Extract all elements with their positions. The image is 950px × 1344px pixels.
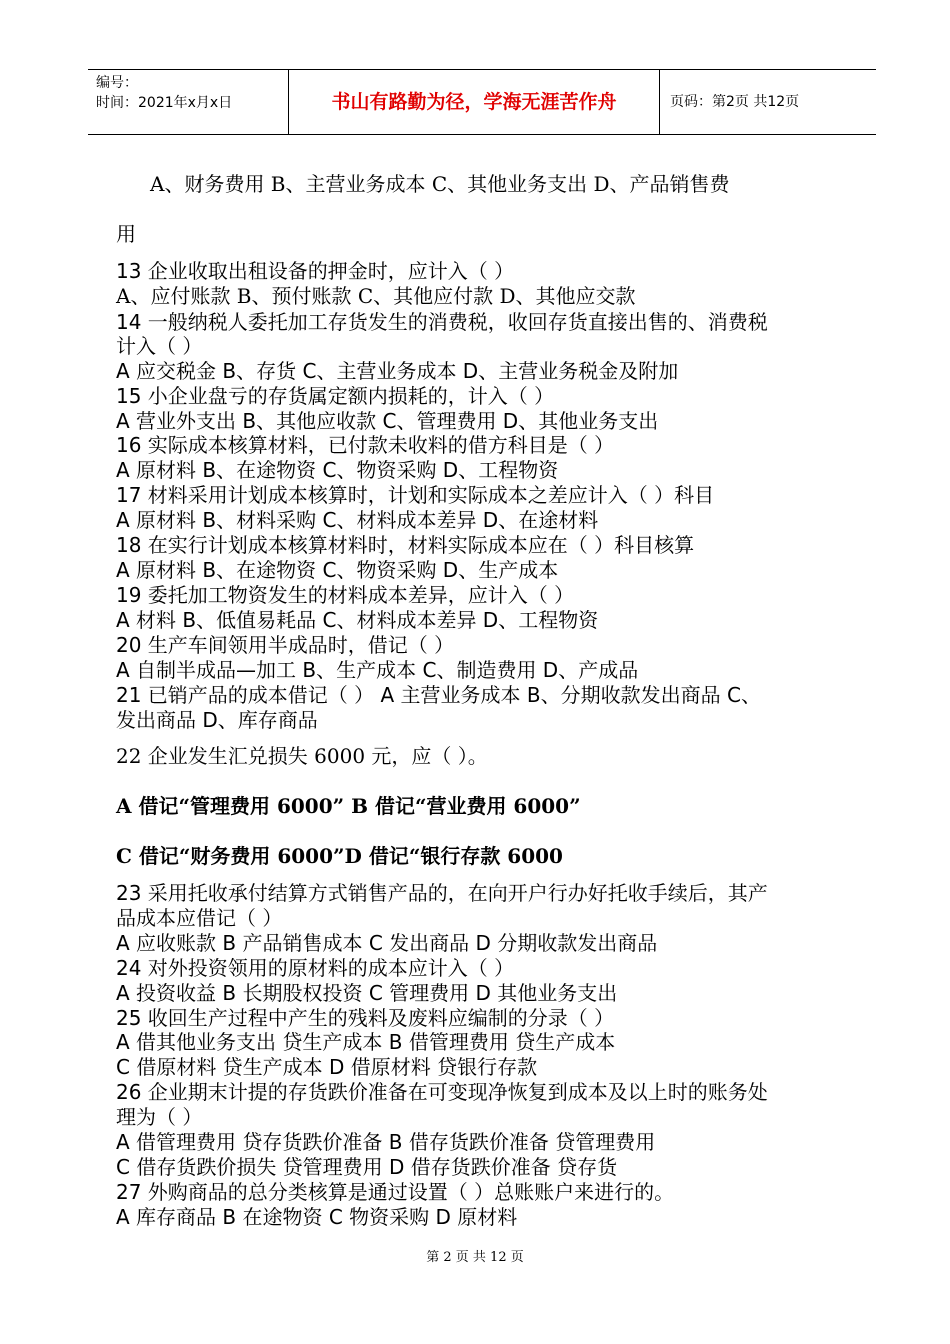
- line-6: A 应交税金 B、存货 C、主营业务成本 D、主营业务税金及附加: [116, 359, 679, 383]
- line-1: 用: [116, 222, 136, 246]
- line-28: A 投资收益 B 长期股权投资 C 管理费用 D 其他业务支出: [116, 981, 618, 1005]
- line-37: A 库存商品 B 在途物资 C 物资采购 D 原材料: [116, 1205, 518, 1229]
- line-31: C 借原材料 贷生产成本 D 借原材料 贷银行存款: [116, 1055, 538, 1079]
- line-23: C 借记“财务费用 6000”D 借记“银行存款 6000: [116, 844, 563, 868]
- line-35: C 借存货跌价损失 贷管理费用 D 借存货跌价准备 贷存货: [116, 1155, 618, 1179]
- line-13: 18 在实行计划成本核算材料时，材料实际成本应在（ ）科目核算: [116, 533, 695, 557]
- header-motto: 书山有路勤为径，学海无涯苦作舟: [288, 70, 660, 134]
- line-36: 27 外购商品的总分类核算是通过设置（ ）总账账户来进行的。: [116, 1180, 675, 1204]
- header-page-label: 页码：第2页 共12页: [670, 94, 800, 110]
- line-33: 理为（ ）: [116, 1105, 203, 1129]
- line-20: 发出商品 D、库存商品: [116, 708, 318, 732]
- line-14: A 原材料 B、在途物资 C、物资采购 D、生产成本: [116, 558, 559, 582]
- line-2: 13 企业收取出租设备的押金时，应计入（ ）: [116, 259, 515, 283]
- header-left-cell: [88, 70, 288, 134]
- line-26: A 应收账款 B 产品销售成本 C 发出商品 D 分期收款发出商品: [116, 931, 658, 955]
- line-12: A 原材料 B、材料采购 C、材料成本差异 D、在途材料: [116, 508, 599, 532]
- line-32: 26 企业期末计提的存货跌价准备在可变现净恢复到成本及以上时的账务处: [116, 1080, 768, 1104]
- page-footer: 第 2 页 共 12 页: [426, 1250, 524, 1265]
- line-16: A 材料 B、低值易耗品 C、材料成本差异 D、工程物资: [116, 608, 599, 632]
- line-34: A 借管理费用 贷存货跌价准备 B 借存货跌价准备 贷管理费用: [116, 1130, 656, 1154]
- line-19: 21 已销产品的成本借记（ ） A 主营业务成本 B、分期收款发出商品 C、: [116, 683, 761, 707]
- line-25: 品成本应借记（ ）: [116, 906, 283, 930]
- line-30: A 借其他业务支出 贷生产成本 B 借管理费用 贷生产成本: [116, 1030, 616, 1054]
- line-22: A 借记“管理费用 6000” B 借记“营业费用 6000”: [116, 794, 581, 818]
- line-5: 计入（ ）: [116, 334, 203, 358]
- line-9: 16 实际成本核算材料，已付款未收料的借方科目是（ ）: [116, 433, 615, 457]
- line-10: A 原材料 B、在途物资 C、物资采购 D、工程物资: [116, 458, 559, 482]
- page-header: [88, 69, 876, 135]
- line-11: 17 材料采用计划成本核算时，计划和实际成本之差应计入（ ）科目: [116, 483, 715, 507]
- line-29: 25 收回生产过程中产生的残料及废料应编制的分录（ ）: [116, 1006, 615, 1030]
- line-8: A 营业外支出 B、其他应收款 C、管理费用 D、其他业务支出: [116, 409, 659, 433]
- line-4: 14 一般纳税人委托加工存货发生的消费税，收回存货直接出售的、消费税: [116, 310, 768, 334]
- line-0: A、财务费用 B、主营业务成本 C、其他业务支出 D、产品销售费: [150, 172, 730, 196]
- line-17: 20 生产车间领用半成品时，借记（ ）: [116, 633, 455, 657]
- line-24: 23 采用托收承付结算方式销售产品的，在向开户行办好托收手续后，其产: [116, 881, 768, 905]
- header-time-label: 时间：2021年x月x日: [96, 95, 233, 111]
- line-21: 22 企业发生汇兑损失 6000 元，应（ ）。: [116, 744, 488, 768]
- line-3: A、应付账款 B、预付账款 C、其他应付款 D、其他应交款: [116, 284, 636, 308]
- header-number-label: 编号：: [96, 75, 138, 91]
- line-15: 19 委托加工物资发生的材料成本差异，应计入（ ）: [116, 583, 575, 607]
- line-18: A 自制半成品—加工 B、生产成本 C、制造费用 D、产成品: [116, 658, 639, 682]
- line-7: 15 小企业盘亏的存货属定额内损耗的，计入（ ）: [116, 384, 555, 408]
- line-27: 24 对外投资领用的原材料的成本应计入（ ）: [116, 956, 515, 980]
